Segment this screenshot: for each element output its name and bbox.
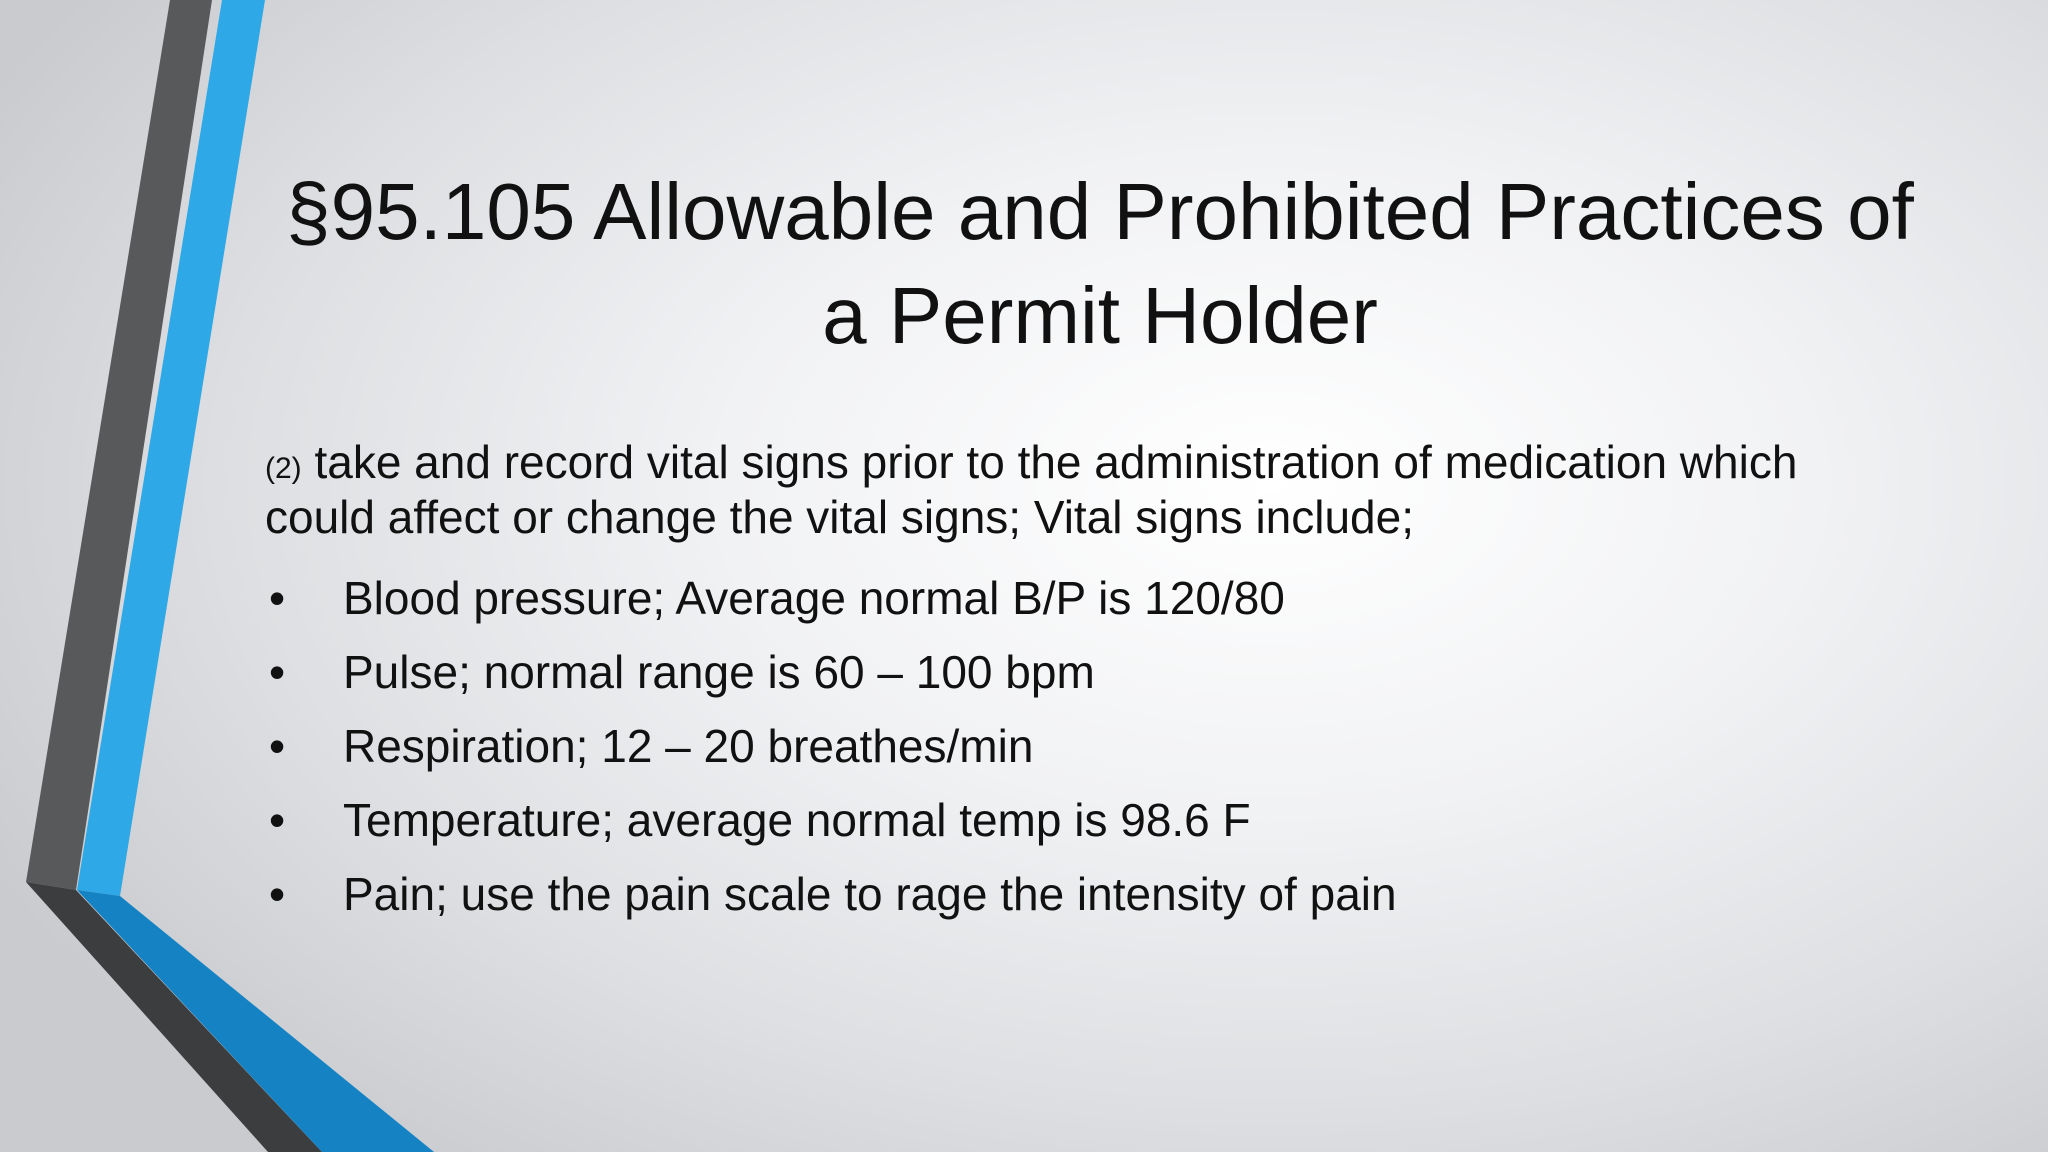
list-item [265, 857, 1905, 931]
bullet-icon: • [268, 646, 286, 698]
list-item [265, 783, 1905, 857]
bullet-icon: • [268, 572, 286, 624]
list-item [265, 561, 1905, 635]
bullet-icon: • [268, 794, 286, 846]
list-item-text: Respiration; 12 – 20 breathes/min [343, 720, 1034, 772]
list-item-text: Pain; use the pain scale to rage the intensity of pain [343, 868, 1397, 920]
intro-paragraph [265, 438, 1905, 541]
bullet-icon: • [268, 868, 286, 920]
intro-text: take and record vital signs prior to the administration of medication which could affect or change the vital signs; Vital signs include; [265, 436, 1798, 543]
bullet-icon: • [268, 720, 286, 772]
list-item [265, 709, 1905, 783]
list-item-text: Temperature; average normal temp is 98.6 F [343, 794, 1251, 846]
list-item-text: Blood pressure; Average normal B/P is 120/80 [343, 572, 1285, 624]
slide-title: §95.105 Allowable and Prohibited Practices of a Permit Holder [286, 167, 1914, 360]
list-item [265, 635, 1905, 709]
paragraph-number: (2) [265, 452, 302, 485]
slide-body [265, 438, 1905, 931]
list-item-text: Pulse; normal range is 60 – 100 bpm [343, 646, 1095, 698]
vital-signs-list [265, 561, 1905, 931]
